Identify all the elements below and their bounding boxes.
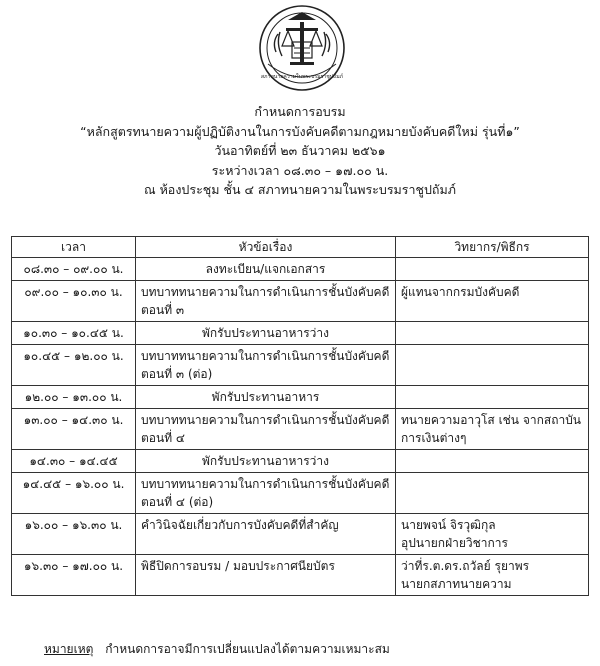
schedule-speaker-cell bbox=[396, 345, 589, 386]
schedule-row bbox=[12, 514, 589, 555]
schedule-speaker-line: นายพจน์ จิรวุฒิกุล bbox=[401, 518, 496, 532]
remark bbox=[44, 640, 390, 659]
schedule-time-cell: ๑๐.๔๕ – ๑๒.๐๐ น. bbox=[12, 345, 136, 386]
schedule-speaker-cell bbox=[396, 322, 589, 345]
schedule-topic-line: ตอนที่ ๓ (ต่อ) bbox=[141, 367, 213, 381]
column-header-speaker: วิทยากร/พิธีกร bbox=[396, 237, 589, 258]
schedule-topic-cell bbox=[136, 473, 396, 514]
schedule-topic-cell bbox=[136, 450, 396, 473]
heading-course-name: “หลักสูตรทนายความผู้ปฏิบัติงานในการบังคับคดีตามกฎหมายบังคับคดีใหม่ รุ่นที่๑” bbox=[80, 123, 520, 139]
schedule-topic-line: พักรับประทานอาหารว่าง bbox=[202, 326, 329, 340]
schedule-row bbox=[12, 322, 589, 345]
schedule-row bbox=[12, 386, 589, 409]
schedule-topic-line: คำวินิจฉัยเกี่ยวกับการบังคับคดีที่สำคัญ bbox=[141, 518, 339, 532]
schedule-row bbox=[12, 258, 589, 281]
schedule-time-cell: ๑๐.๓๐ – ๑๐.๔๕ น. bbox=[12, 322, 136, 345]
schedule-topic-cell bbox=[136, 555, 396, 596]
schedule-topic-cell bbox=[136, 409, 396, 450]
schedule-table bbox=[11, 236, 589, 596]
schedule-time-cell: ๑๖.๓๐ – ๑๗.๐๐ น. bbox=[12, 555, 136, 596]
schedule-speaker-line: ผู้แทนจากกรมบังคับคดี bbox=[401, 285, 520, 299]
heading-title: กำหนดการอบรม bbox=[254, 104, 346, 119]
schedule-topic-cell bbox=[136, 386, 396, 409]
schedule-time-cell: ๑๔.๓๐ – ๑๔.๔๕ bbox=[12, 450, 136, 473]
heading-venue: ณ ห้องประชุม ชั้น ๔ สภาทนายความในพระบรมราชูปถัมภ์ bbox=[144, 182, 456, 198]
schedule-time-cell: ๐๙.๐๐ – ๑๐.๓๐ น. bbox=[12, 281, 136, 322]
schedule-time-cell: ๑๓.๐๐ – ๑๔.๓๐ น. bbox=[12, 409, 136, 450]
schedule-topic-line: ตอนที่ ๔ (ต่อ) bbox=[141, 495, 214, 509]
schedule-row bbox=[12, 450, 589, 473]
schedule-speaker-cell bbox=[396, 450, 589, 473]
schedule-time-cell: ๑๒.๐๐ – ๑๓.๐๐ น. bbox=[12, 386, 136, 409]
column-header-time: เวลา bbox=[12, 237, 136, 258]
schedule-topic-line: บทบาททนายความในการดำเนินการชั้นบังคับคดี bbox=[141, 413, 390, 427]
schedule-topic-line: ตอนที่ ๓ bbox=[141, 303, 185, 317]
schedule-speaker-line: นายกสภาทนายความ bbox=[401, 577, 512, 591]
schedule-header-row bbox=[12, 237, 589, 258]
council-seal-logo bbox=[258, 4, 346, 92]
heading bbox=[0, 102, 600, 200]
schedule-topic-line: บทบาททนายความในการดำเนินการชั้นบังคับคดี bbox=[141, 477, 390, 491]
schedule-speaker-cell bbox=[396, 281, 589, 322]
schedule-topic-cell bbox=[136, 281, 396, 322]
schedule-speaker-cell bbox=[396, 473, 589, 514]
schedule-row bbox=[12, 345, 589, 386]
schedule-time-cell: ๑๖.๐๐ – ๑๖.๓๐ น. bbox=[12, 514, 136, 555]
schedule-speaker-cell bbox=[396, 386, 589, 409]
schedule-body bbox=[12, 258, 589, 596]
schedule-speaker-line: อุปนายกฝ่ายวิชาการ bbox=[401, 536, 508, 550]
logo-caption: สภาทนายความในพระบรมราชูปถัมภ์ bbox=[260, 74, 344, 80]
schedule-speaker-cell bbox=[396, 409, 589, 450]
schedule-topic-line: ตอนที่ ๔ bbox=[141, 431, 186, 445]
schedule-topic-line: พักรับประทานอาหาร bbox=[211, 390, 320, 404]
schedule-topic-line: พักรับประทานอาหารว่าง bbox=[202, 454, 329, 468]
schedule-speaker-line: การเงินต่างๆ bbox=[401, 431, 467, 445]
schedule-topic-cell bbox=[136, 258, 396, 281]
schedule-speaker-cell bbox=[396, 555, 589, 596]
heading-date: วันอาทิตย์ที่ ๒๓ ธันวาคม ๒๕๖๑ bbox=[214, 143, 386, 159]
schedule-row bbox=[12, 555, 589, 596]
schedule-speaker-line: ว่าที่ร.ต.ดร.ถวัลย์ รุยาพร bbox=[401, 559, 530, 573]
schedule-row bbox=[12, 409, 589, 450]
schedule-topic-cell bbox=[136, 514, 396, 555]
schedule-time-cell: ๐๘.๓๐ – ๐๙.๐๐ น. bbox=[12, 258, 136, 281]
schedule-speaker-line: ทนายความอาวุโส เช่น จากสถาบัน bbox=[401, 413, 582, 427]
schedule-topic-cell bbox=[136, 322, 396, 345]
schedule-topic-line: พิธีปิดการอบรม / มอบประกาศนียบัตร bbox=[141, 559, 335, 573]
schedule-topic-line: บทบาททนายความในการดำเนินการชั้นบังคับคดี bbox=[141, 285, 390, 299]
schedule-topic-cell bbox=[136, 345, 396, 386]
schedule-row bbox=[12, 281, 589, 322]
schedule-topic-line: บทบาททนายความในการดำเนินการชั้นบังคับคดี bbox=[141, 349, 390, 363]
schedule-speaker-cell bbox=[396, 258, 589, 281]
schedule-speaker-cell bbox=[396, 514, 589, 555]
remark-label: หมายเหตุ bbox=[44, 642, 94, 656]
remark-text: กำหนดการอาจมีการเปลี่ยนแปลงได้ตามความเหมาะสม bbox=[105, 642, 390, 656]
column-header-topic: หัวข้อเรื่อง bbox=[136, 237, 396, 258]
heading-time-range: ระหว่างเวลา ๐๘.๓๐ – ๑๗.๐๐ น. bbox=[211, 162, 389, 178]
schedule-row bbox=[12, 473, 589, 514]
schedule-topic-line: ลงทะเบียน/แจกเอกสาร bbox=[205, 262, 326, 276]
schedule-time-cell: ๑๔.๔๕ – ๑๖.๐๐ น. bbox=[12, 473, 136, 514]
